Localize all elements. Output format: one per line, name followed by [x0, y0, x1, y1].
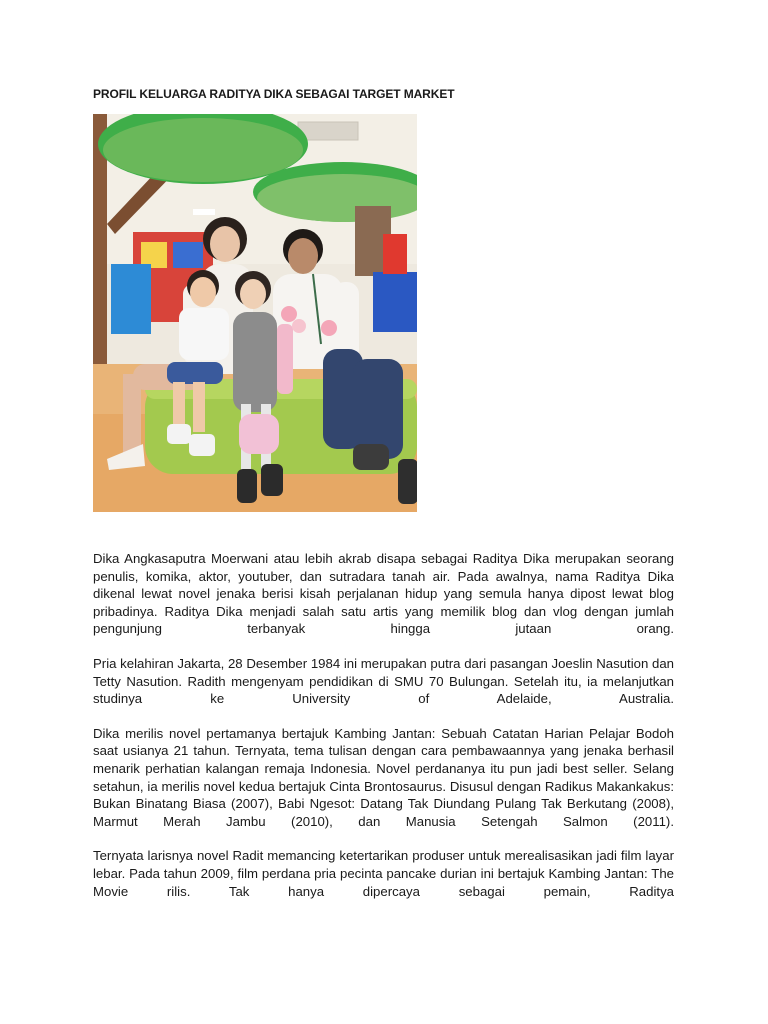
paragraph-2: Pria kelahiran Jakarta, 28 Desember 1984 ini merupakan putra dari pasangan Joeslin Nasution dan Tetty Nasution. Radith mengenyam pendidikan di SMU 70 Bulungan. Setelah itu, ia melanjutkan studinya ke University of Adelaide, Australia.: [93, 655, 674, 707]
paragraph-3: Dika merilis novel pertamanya bertajuk Kambing Jantan: Sebuah Catatan Harian Pelajar Bodoh saat usianya 21 tahun. Ternyata, tema tulisan dengan cara pembawaannya yang jenaka berhasil menarik perhatian kalangan remaja Indonesia. Novel perdananya itu pun jadi best seller. Selang setahun, ia merilis novel kedua bertajuk Cinta Brontosaurus. Disusul dengan Radikus Makankakus: Bukan Binatang Biasa (2007), Babi Ngesot: Datang Tak Diundang Pulang Tak Berkutang (2008), Marmut Merah Jambu (2010), dan Manusia Setengah Salmon (2011).: [93, 725, 674, 829]
article-body: [93, 550, 674, 917]
family-photo: [93, 114, 417, 512]
paragraph-4: Ternyata larisnya novel Radit memancing ketertarikan produser untuk merealisasikan jadi film layar lebar. Pada tahun 2009, film perdana pria pecinta pancake durian ini bertajuk Kambing Jantan: The Movie rilis. Tak hanya dipercaya sebagai pemain, Raditya: [93, 848, 674, 899]
page-title: PROFIL KELUARGA RADITYA DIKA SEBAGAI TARGET MARKET: [93, 87, 455, 101]
paragraph-1: Dika Angkasaputra Moerwani atau lebih akrab disapa sebagai Raditya Dika merupakan seorang penulis, komika, aktor, youtuber, dan sutradara tanah air. Pada awalnya, nama Raditya Dika dikenal lewat novel jenaka berisi kisah perjalanan hidup yang semula hanya dipost lewat blog pribadinya. Raditya Dika menjadi salah satu artis yang memilik blog dan vlog dengan jumlah pengunjung terbanyak hingga jutaan orang.: [93, 551, 674, 637]
